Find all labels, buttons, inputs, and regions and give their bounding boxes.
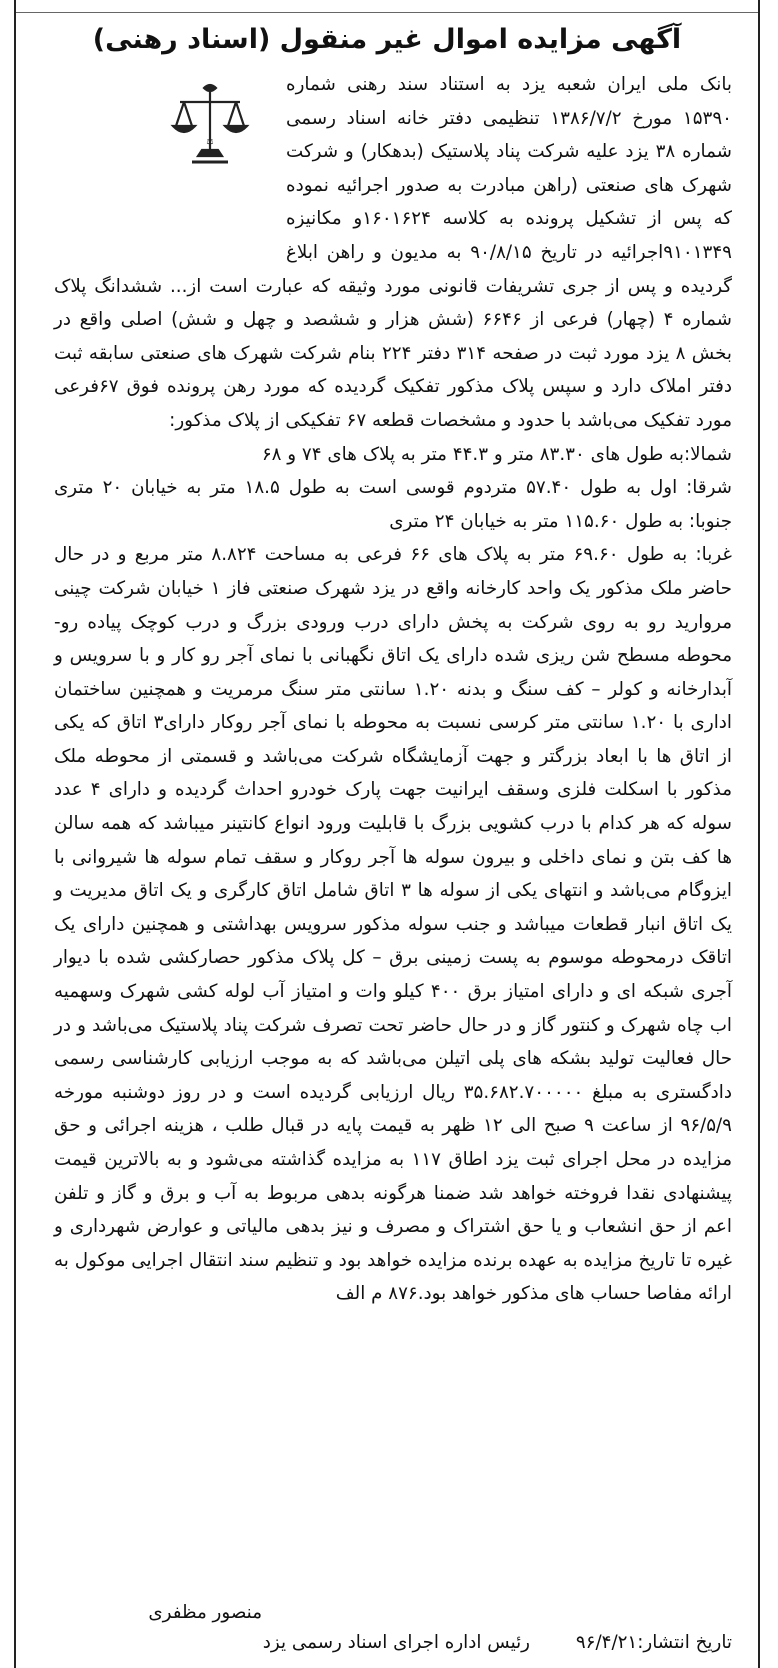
notice-paragraph: شمالا:به طول های ۸۳.۳۰ متر و ۴۴.۳ متر به پلاک های ۷۴ و ۶۸ (261, 443, 732, 465)
seal-spacer (54, 68, 286, 268)
notice-title: آگهی مزایده اموال غیر منقول (اسناد رهنی) (92, 24, 682, 55)
signer-name: منصور مظفری (148, 1602, 262, 1623)
signer-title: رئیس اداره اجرای اسناد رسمی یزد (262, 1632, 531, 1653)
signer-name-row (76, 1598, 732, 1628)
newspaper-column (14, 0, 760, 1668)
svg-text:⚖: ⚖ (206, 137, 214, 146)
publish-footer-row (76, 1628, 732, 1658)
notice-paragraph: شرقا: اول به طول ۵۷.۴۰ متردوم قوسی است به طول ۱۸.۵ متر به خیابان ۲۰ متری جنوبا: به طول ۱۱۵.۶۰ متر به خیابان ۲۴ متری (54, 477, 732, 532)
publish-date: تاریخ انتشار:۹۶/۴/۲۱ (575, 1632, 732, 1653)
previous-item-cutoff (16, 0, 758, 13)
notice-paragraph: بانک ملی ایران شعبه یزد به استناد سند رهنی شماره ۱۵۳۹۰ مورخ ۱۳۸۶/۷/۲ تنظیمی دفتر خانه اسناد رسمی شماره ۳۸ یزد علیه شرکت پناد پلاستیک (بدهکار) و شرکت شهرک های صنعتی (راهن مبادرت به صدور اجرائیه نموده که پس از تشکیل پرونده به کلاسه ۱۶۰۱۶۲۴و مکانیزه ۹۱۰۱۳۴۹اجرائیه در تاریخ ۹۰/۸/۱۵ به مدیون و راهن ابلاغ گردیده و پس از جری تشریفات قانونی مورد وثیقه که عبارت است از... ششدانگ پلاک شماره ۴ (چهار) فرعی از ۶۶۴۶ (شش هزار و ششصد و چهل و شش) اصلی واقع در بخش ۸ یزد مورد ثبت در صفحه ۳۱۴ دفتر ۲۲۴ بنام شرکت شهرک های صنعتی سابقه ثبت دفتر املاک دارد و سپس پلاک مذکور تفکیک گردیده که مورد رهن پرونده فوق ۶۷فرعی مورد تفکیک می‌باشد با حدود و مشخصات قطعه ۶۷ تفکیکی از پلاک مذکور: (54, 74, 733, 431)
notice-body (54, 68, 732, 1311)
notice-paragraph: غربا: به طول ۶۹.۶۰ متر به پلاک های ۶۶ فرعی به مساحت ۸.۸۲۴ متر مربع و در حال حاضر ملک مذکور یک واحد کارخانه واقع در یزد شهرک صنعتی فاز ۱ خیابان شرکت چینی مروارید رو به روی شرکت به پخش دارای درب ورودی بزرگ و درب کوچک پیاده رو- محوطه مسطح شن ریزی شده دارای یک اتاق نگهبانی با نمای آجر رو کار و با سرویس و آبدارخانه و کولر – کف سنگ و بدنه ۱.۲۰ سانتی متر سنگ مرمریت و همچنین ساختمان اداری با ۱.۲۰ سانتی متر کرسی نسبت به محوطه با نمای آجر روکار دارای۳ اتاق که یکی از اتاق ها با ابعاد بزرگتر و جهت آزمایشگاه شرکت می‌باشد و قسمتی از محوطه ملک مذکور با اسکلت فلزی وسقف ایرانیت جهت پارک خودرو احداث گردیده و دارای ۴ عدد سوله که هر کدام با درب کشویی بزرگ با قابلیت ورود انواع کانتینر میباشد که همه سالن ها کف بتن و نمای داخلی و بیرون سوله ها آجر روکار و سقف تمام سوله ها شیروانی با ایزوگام می‌باشد و انتهای یکی از سوله ها ۳ اتاق شامل اتاق کارگری و یک اتاق مدیریت و یک اتاق انبار قطعات میباشد و جنب سوله مذکور سرویس بهداشتی و همچنین دارای یک اتاقک درمحوطه موسوم به پست زمینی برق – کل پلاک مذکور حصارکشی شده با دیوار آجری شبکه ای و دارای امتیاز برق ۴۰۰ کیلو وات و امتیاز آب لوله کشی شهرک وسهمیه اب چاه شهرک و کنتور گاز و در حال حاضر تحت تصرف شرکت پناد پلاستیک می‌باشد و در حال فعالیت تولید بشکه های پلی اتیلن می‌باشد که به موجب ارزیابی کارشناسی رسمی دادگستری به مبلغ ۳۵.۶۸۲.۷۰۰۰۰۰ ریال ارزیابی گردیده است و در روز دوشنبه مورخه ۹۶/۵/۹ از ساعت ۹ صبح الی ۱۲ ظهر به قیمت پایه در قبال طلب ، هزینه اجرائی و حق مزایده در محل اجرای ثبت یزد اطاق ۱۱۷ به مزایده گذاشته می‌شود و به بالاترین قیمت پیشنهادی نقدا فروخته خواهد شد ضمنا هرگونه بدهی مربوط به آب و برق و گاز و تلفن اعم از حق انشعاب و یا حق اشتراک و مصرف و نیز بدهی مالیاتی و عوارض شهرداری و غیره تا تاریخ مزایده به عهده برنده مزایده خواهد بود و تنظیم سند انتقال اجرایی موکول به ارائه مفاصا حساب های مذکور خواهد بود.۸۷۶ م الف (54, 544, 733, 1305)
